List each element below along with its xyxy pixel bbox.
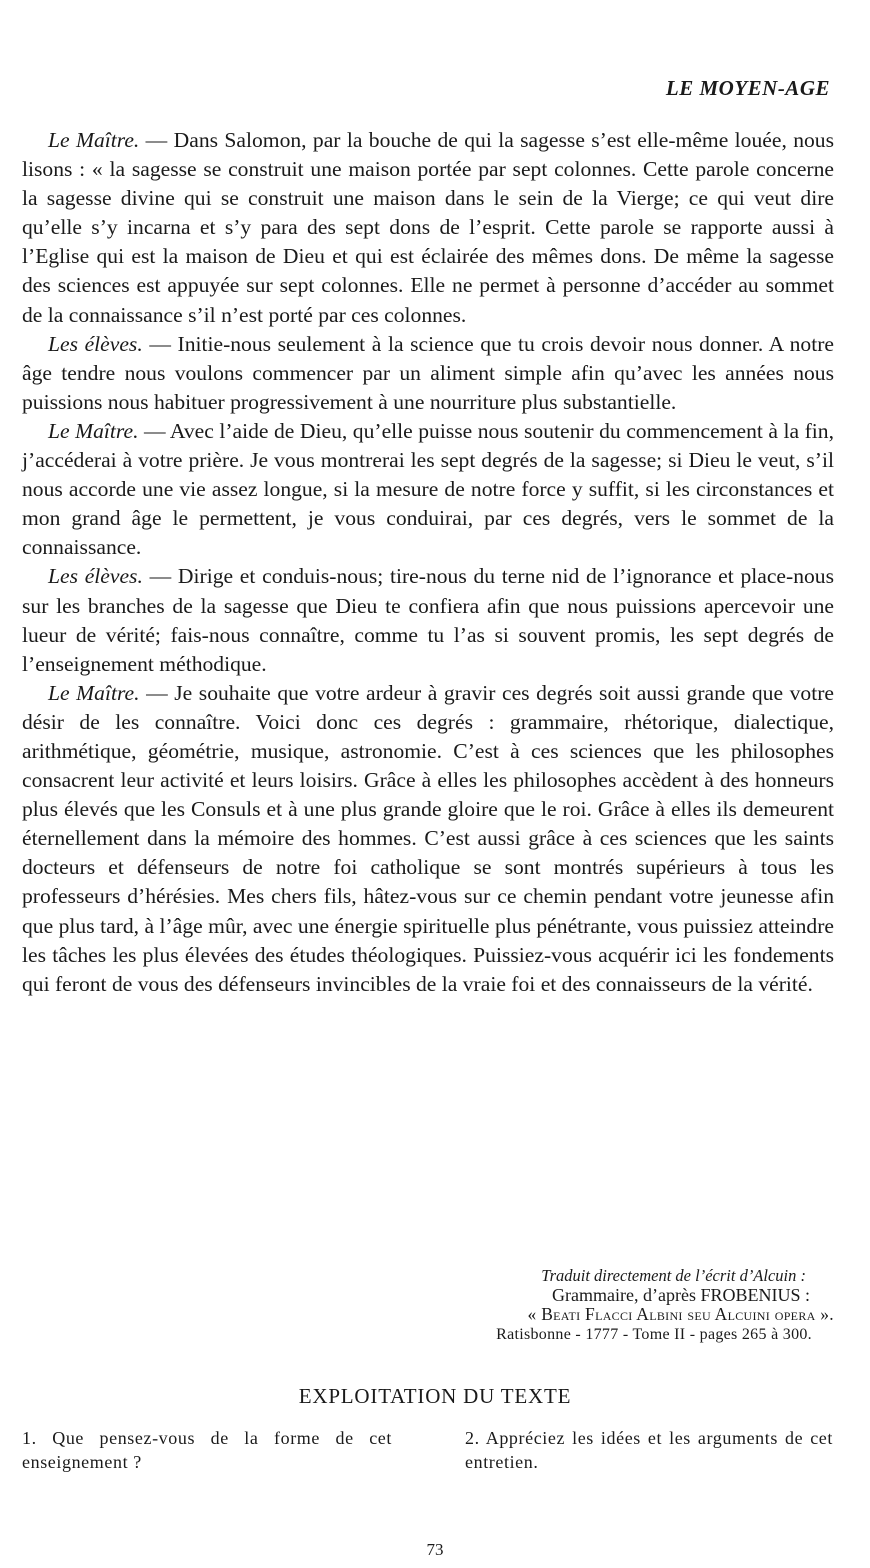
speaker-label: Les élèves. [48, 564, 143, 589]
paragraph-text: — Dirige et conduis-nous; tire-nous du terne nid de l’ignorance et place-nous sur les branches de la sagesse que Dieu te confiera afin que nous puissions apercevoir une lueur de vérité; fais-nous connaître, comme tu l’as si souvent promis, les sept degrés de l’enseignement méthodique. [22, 564, 834, 676]
exercise-question-1: 1. Que pensez-vous de la forme de cet enseignement ? [22, 1428, 392, 1472]
speaker-label: Le Maître. [48, 418, 139, 443]
attribution-publication: Ratisbonne - 1777 - Tome II - pages 265 à 300. [496, 1325, 812, 1343]
paragraph-text: — Dans Salomon, par la bouche de qui la sagesse s’est elle-même louée, nous lisons : « la sagesse se construit une maison portée par sept colonnes. Cette parole concerne la sagesse divine qui se construit une maison dans le sein de la Vierge; ce qui veut dire qu’elle s’y incarna et s’y para des sept dons de l’esprit. Cette parole se rapporte aussi à l’Eglise qui est la maison de Dieu et qui est éclairée des mêmes dons. De même la sagesse des sciences est appuyée sur sept colonnes. Elle ne permet à personne d’accéder au sommet de la connaissance s’il n’est porté par ces colonnes. [22, 128, 834, 327]
speaker-label: Le Maître. [48, 680, 140, 705]
speaker-label: Le Maître. [48, 128, 140, 152]
exercise-question-2: 2. Appréciez les idées et les arguments de cet entretien. [465, 1428, 833, 1472]
attribution-work-title: « Beati Flacci Albini seu Alcuini opera ». [527, 1304, 834, 1324]
paragraph [22, 417, 834, 562]
dialogue-text [22, 126, 834, 999]
attribution-source: Grammaire, d’après FROBENIUS : [552, 1284, 810, 1305]
attribution-translation-note: Traduit directement de l’écrit d’Alcuin : [541, 1266, 806, 1285]
paragraph [22, 126, 834, 330]
paragraph [22, 330, 834, 417]
paragraph-text: — Initie-nous seulement à la science que tu crois devoir nous donner. A notre âge tendre nous voulons commencer par un aliment simple afin qu’avec les années nous puissions nous habituer progressivement à une nourriture plus substantielle. [22, 331, 834, 414]
source-attribution [274, 1266, 834, 1344]
running-head: LE MOYEN-AGE [665, 76, 830, 100]
paragraph [22, 679, 834, 999]
section-heading: EXPLOITATION DU TEXTE [298, 1384, 572, 1408]
paragraph-text: — Avec l’aide de Dieu, qu’elle puisse nous soutenir du commencement à la fin, j’accéderai à votre prière. Je vous montrerai les sept degrés de la sagesse; si Dieu le veut, s’il nous accorde une vie assez longue, si la mesure de notre force y suffit, si les circonstances et mon grand âge le permettent, je vous conduirai, par ces degrés, vers le sommet de la connaissance. [22, 418, 834, 560]
paragraph [22, 562, 834, 678]
page-number: 73 [426, 1540, 444, 1559]
paragraph-text: — Je souhaite que votre ardeur à gravir ces degrés soit aussi grande que votre désir de les connaître. Voici donc ces degrés : grammaire, rhétorique, dialectique, arithmétique, géométrie, musique, astronomie. C’est à ces sciences que les philosophes consacrent leur activité et leurs loisirs. Grâce à elles les philosophes accèdent à des honneurs plus élevés que les Consuls et à une plus grande gloire que le roi. Grâce à elles ils demeurent éternellement dans la mémoire des hommes. C’est aussi grâce à ces sciences que les saints docteurs et défenseurs de notre foi catholique se sont montrés supérieurs à tous les professeurs d’hérésies. Mes chers fils, hâtez-vous sur ce chemin pendant votre jeunesse afin que plus tard, à l’âge mûr, avec une énergie spirituelle plus pénétrante, vous puissiez atteindre les tâches les plus élevées des études théologiques. Puissiez-vous acquérir ici les fondements qui feront de vous des défenseurs invincibles de la vraie foi et des connaisseurs de la vérité. [22, 680, 834, 996]
speaker-label: Les élèves. [48, 331, 143, 356]
